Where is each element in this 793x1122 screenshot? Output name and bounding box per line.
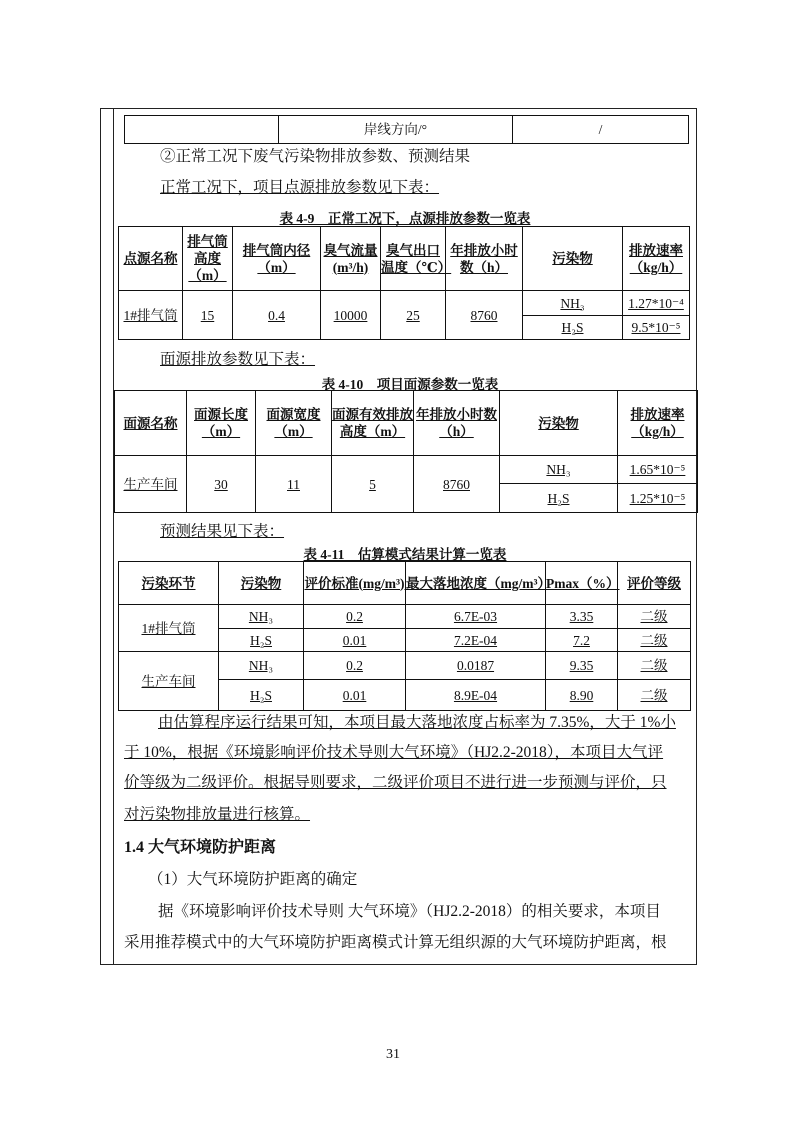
conclusion-line: 于 10%，根据《环境影响评价技术导则大气环境》（HJ2.2-2018），本项目大气评 bbox=[124, 744, 664, 761]
header-cell: 排气筒内径（m） bbox=[242, 242, 311, 275]
header-cell: 面源长度（m） bbox=[194, 407, 248, 439]
intro-point: 正常工况下，项目点源排放参数见下表： bbox=[160, 179, 440, 196]
table-row bbox=[119, 652, 691, 680]
pollutant: H₂S bbox=[547, 490, 570, 506]
page-number: 31 bbox=[386, 1047, 400, 1062]
shoreline-table bbox=[124, 115, 689, 144]
max-concentration: 7.2E-04 bbox=[453, 632, 498, 648]
level: 二级 bbox=[640, 658, 668, 673]
source-name: 生产车间 bbox=[123, 476, 178, 492]
header-cell: Pmax（%） bbox=[546, 575, 620, 591]
subheading: （1）大气环境防护距离的确定 bbox=[148, 871, 358, 888]
body-line: 据《环境影响评价技术导则 大气环境》（HJ2.2-2018）的相关要求，本项目 bbox=[158, 903, 661, 920]
rate: 1.65*10⁻⁵ bbox=[629, 462, 686, 477]
header-cell: 评价等级 bbox=[627, 575, 681, 591]
pollutant: H₂S bbox=[250, 687, 272, 703]
table-4-10 bbox=[114, 390, 698, 513]
source: 1#排气筒 bbox=[141, 620, 196, 636]
conclusion-line: 价等级为二级评价。根据导则要求，二级评价项目不进行进一步预测与评价，只 bbox=[124, 774, 667, 791]
table-4-9 bbox=[118, 226, 690, 340]
body-line: 采用推荐模式中的大气环境防护距离模式计算无组织源的大气环境防护距离，根 bbox=[124, 934, 667, 951]
header-cell: 污染物 bbox=[538, 415, 579, 431]
pollutant: NH₃ bbox=[546, 462, 571, 477]
section-title: ②正常工况下废气污染物排放参数、预测结果 bbox=[160, 148, 471, 165]
rate: 1.25*10⁻⁵ bbox=[629, 490, 686, 506]
header-cell: 点源名称 bbox=[123, 251, 178, 266]
level: 二级 bbox=[640, 687, 668, 703]
table-4-11-caption: 表 4-11 估算模式结果计算一览表 bbox=[303, 547, 507, 562]
stack-height: 15 bbox=[200, 307, 215, 323]
standard: 0.2 bbox=[346, 658, 363, 673]
table-4-9-caption: 表 4-9 正常工况下，点源排放参数一览表 bbox=[279, 211, 531, 226]
rate: 9.5*10⁻⁵ bbox=[631, 320, 681, 335]
rate: 1.27*10⁻⁴ bbox=[628, 295, 684, 311]
table-4-11 bbox=[118, 561, 691, 711]
header-cell: 评价标准(mg/m³) bbox=[304, 575, 405, 591]
source-name: 1#排气筒 bbox=[123, 307, 178, 323]
pollutant: H₂S bbox=[250, 632, 272, 648]
section-heading: 1.4 大气环境防护距离 bbox=[124, 839, 277, 856]
intro-area: 面源排放参数见下表： bbox=[160, 351, 316, 368]
level: 二级 bbox=[640, 632, 668, 648]
header-cell: 面源名称 bbox=[123, 415, 178, 431]
frame-divider bbox=[113, 108, 114, 965]
pollutant: NH₃ bbox=[248, 658, 274, 673]
max-concentration: 0.0187 bbox=[456, 658, 495, 673]
header-cell: 污染物 bbox=[240, 575, 282, 591]
standard: 0.01 bbox=[342, 632, 367, 648]
pmax: 8.90 bbox=[569, 687, 594, 703]
header-cell: 污染物 bbox=[552, 251, 593, 266]
header-cell: 污染环节 bbox=[141, 575, 196, 591]
header-cell: 排放速率（kg/h） bbox=[630, 407, 685, 439]
table-row bbox=[119, 605, 691, 629]
header-cell: 排气筒高度（m） bbox=[187, 234, 228, 283]
header-cell: 最大落地浓度（mg/m³） bbox=[406, 575, 552, 591]
flow: 10000 bbox=[333, 307, 368, 323]
header-cell: 排放速率（kg/h） bbox=[629, 242, 683, 275]
header-cell: 年排放小时数（h） bbox=[416, 407, 497, 439]
width: 11 bbox=[287, 476, 300, 492]
table-4-10-caption: 表 4-10 项目面源参数一览表 bbox=[321, 377, 499, 392]
intro-result: 预测结果见下表： bbox=[160, 523, 285, 540]
header-cell: 臭气出口温度（℃） bbox=[381, 242, 452, 275]
max-concentration: 6.7E-03 bbox=[453, 609, 498, 624]
shoreline-value: / bbox=[598, 122, 603, 137]
conclusion-line: 由估算程序运行结果可知，本项目最大落地浓度占标率为 7.35%，大于 1%小 bbox=[158, 714, 676, 731]
max-concentration: 8.9E-04 bbox=[453, 687, 498, 703]
pmax: 9.35 bbox=[569, 658, 594, 673]
header-cell: 面源有效排放高度（m） bbox=[332, 407, 413, 439]
hours: 8760 bbox=[443, 476, 470, 492]
source: 生产车间 bbox=[141, 673, 196, 689]
header-cell: 面源宽度（m） bbox=[266, 407, 321, 439]
hours: 8760 bbox=[470, 307, 498, 323]
standard: 0.2 bbox=[346, 609, 363, 624]
effective-height: 5 bbox=[369, 476, 376, 492]
length: 30 bbox=[214, 476, 228, 492]
level: 二级 bbox=[640, 609, 668, 624]
conclusion-line: 对污染物排放量进行核算。 bbox=[124, 806, 311, 823]
pmax: 3.35 bbox=[569, 609, 594, 624]
header-cell: 臭气流量(m³/h) bbox=[323, 242, 378, 275]
standard: 0.01 bbox=[342, 687, 367, 703]
pollutant: NH₃ bbox=[248, 609, 274, 624]
pollutant: H₂S bbox=[561, 320, 584, 335]
pollutant: NH₃ bbox=[560, 295, 585, 311]
temperature: 25 bbox=[406, 307, 420, 323]
stack-diameter: 0.4 bbox=[268, 307, 285, 323]
shoreline-label: 岸线方向/° bbox=[363, 122, 428, 137]
header-cell: 年排放小时数（h） bbox=[450, 242, 518, 275]
pmax: 7.2 bbox=[573, 632, 590, 648]
